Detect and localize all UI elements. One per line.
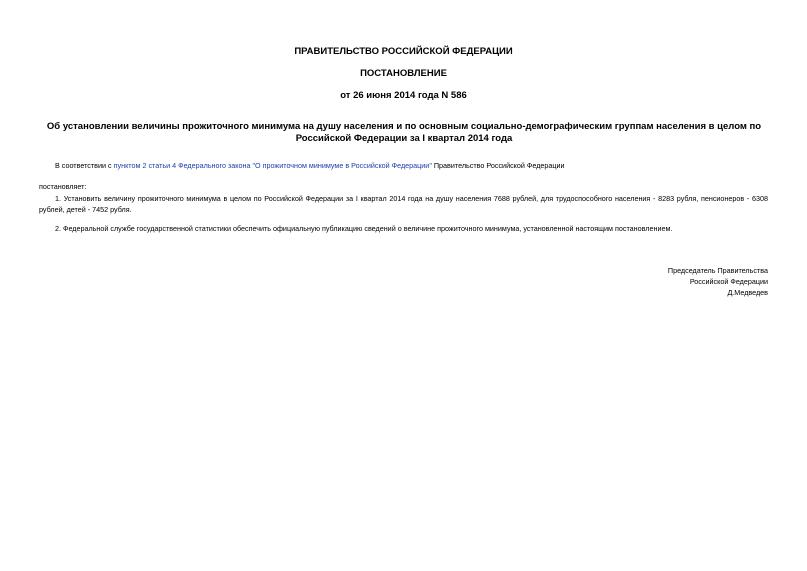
- signature-name: Д.Медведев: [727, 288, 768, 297]
- resolves-text: постановляет:: [39, 182, 87, 191]
- preamble: [55, 160, 775, 171]
- document-title: Об установлении величины прожиточного минимума на душу населения и по основным социально-демографическим группам населения в целом по Российской Федерации за I квартал 2014 года: [46, 121, 762, 144]
- item-2: 2. Федеральной службе государственной статистики обеспечить официальную публикацию сведений о величине прожиточного минимума, установленной настоящим постановлением.: [55, 224, 673, 233]
- signature-title-line1: Председатель Правительства: [667, 266, 768, 275]
- preamble-prefix: В соответствии с: [55, 161, 114, 170]
- government-name: ПРАВИТЕЛЬСТВО РОССИЙСКОЙ ФЕДЕРАЦИИ: [294, 46, 513, 57]
- item-1: 1. Установить величину прожиточного минимума в целом по Российской Федерации за I квартал 2014 года на душу населения 7688 рублей, для трудоспособного населения - 8283 рубля, пенсионеров - 6308 рублей, детей - 7452 рубля.: [39, 194, 768, 214]
- preamble-suffix: Правительство Российской Федерации: [431, 161, 565, 170]
- document-type: ПОСТАНОВЛЕНИЕ: [360, 68, 447, 79]
- document-date-number: от 26 июня 2014 года N 586: [340, 90, 467, 101]
- federal-law-link[interactable]: пунктом 2 статьи 4 Федерального закона "О прожиточном минимуме в Российской Федерации": [113, 161, 432, 170]
- signature-title-line2: Российской Федерации: [689, 277, 768, 286]
